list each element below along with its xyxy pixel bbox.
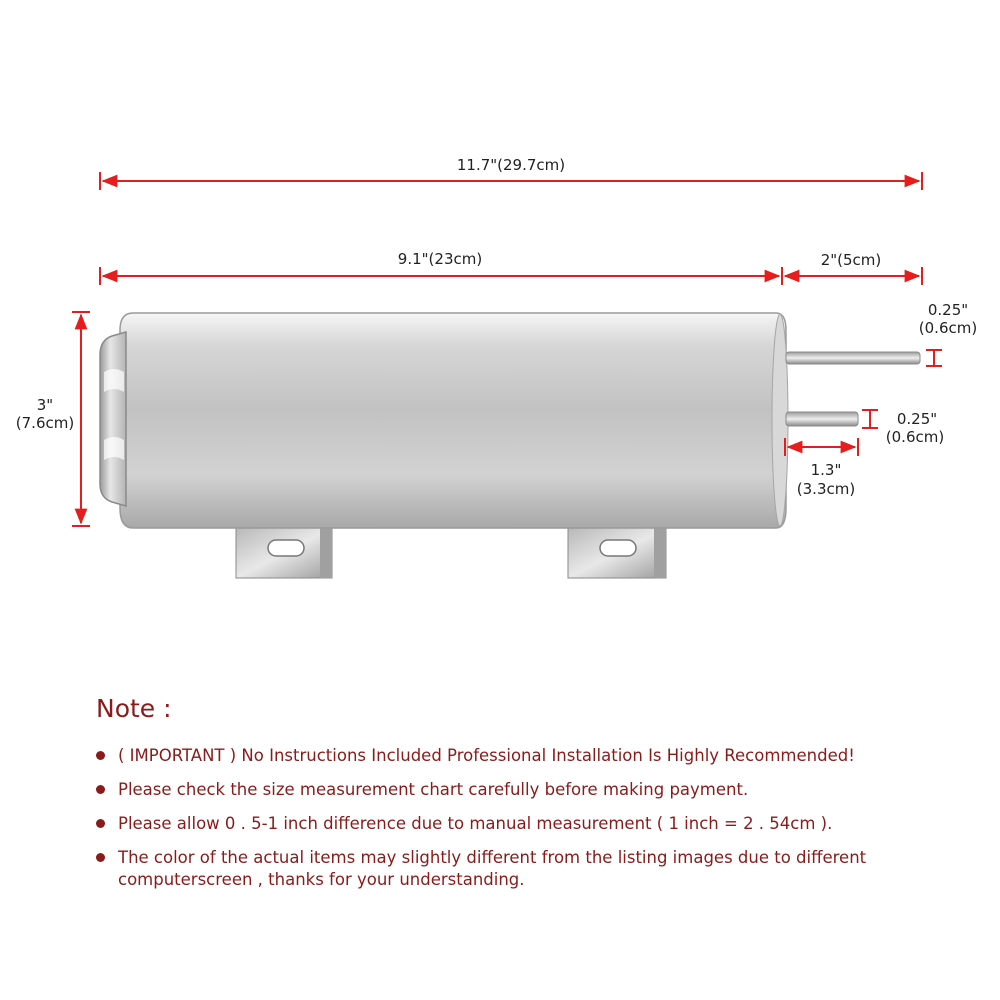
body-length-label: 9.1"(23cm) bbox=[397, 250, 483, 268]
lower-pipe bbox=[786, 412, 858, 426]
note-item-text: The color of the actual items may slightly different from the listing images due to different computerscreen , thanks for your understanding. bbox=[118, 848, 867, 889]
note-item bbox=[96, 847, 976, 891]
dimension-body-length bbox=[100, 250, 782, 285]
note-item bbox=[96, 745, 976, 767]
tank-cap bbox=[100, 332, 126, 506]
lower-pipe-length-in: 1.3" bbox=[810, 461, 842, 479]
note-section bbox=[96, 694, 976, 903]
upper-pipe bbox=[786, 352, 920, 364]
bullet-icon bbox=[96, 751, 105, 760]
note-item-text: Please check the size measurement chart carefully before making payment. bbox=[118, 780, 749, 799]
note-item bbox=[96, 813, 976, 835]
lower-pipe-length-cm: (3.3cm) bbox=[796, 480, 856, 498]
bullet-icon bbox=[96, 853, 105, 862]
dimension-height bbox=[16, 312, 90, 526]
upper-pipe-label-in: 0.25" bbox=[927, 301, 969, 319]
height-label-cm: (7.6cm) bbox=[15, 414, 75, 432]
lower-pipe-label-cm: (0.6cm) bbox=[885, 428, 945, 446]
dimension-pipe-length bbox=[785, 251, 922, 285]
dimension-lower-pipe-length bbox=[785, 438, 858, 498]
note-list bbox=[96, 745, 976, 891]
bullet-icon bbox=[96, 819, 105, 828]
note-item bbox=[96, 779, 976, 801]
tank-body bbox=[120, 313, 788, 528]
dimension-lower-pipe-diameter bbox=[862, 410, 944, 446]
upper-pipe-label-cm: (0.6cm) bbox=[918, 319, 978, 337]
note-item-text: Please allow 0 . 5-1 inch difference due to manual measurement ( 1 inch = 2 . 54cm ). bbox=[118, 814, 833, 833]
pipe-length-label: 2"(5cm) bbox=[820, 251, 882, 269]
dimension-upper-pipe-diameter bbox=[919, 301, 977, 366]
height-label-in: 3" bbox=[36, 396, 54, 414]
overall-length-label: 11.7"(29.7cm) bbox=[456, 156, 566, 174]
radiator-overflow-tank bbox=[100, 313, 920, 578]
dimension-overall-length bbox=[100, 156, 922, 190]
note-title: Note : bbox=[96, 694, 172, 723]
lower-pipe-label-in: 0.25" bbox=[896, 410, 938, 428]
bullet-icon bbox=[96, 785, 105, 794]
note-item-text: ( IMPORTANT ) No Instructions Included Professional Installation Is Highly Recommended! bbox=[118, 746, 855, 765]
